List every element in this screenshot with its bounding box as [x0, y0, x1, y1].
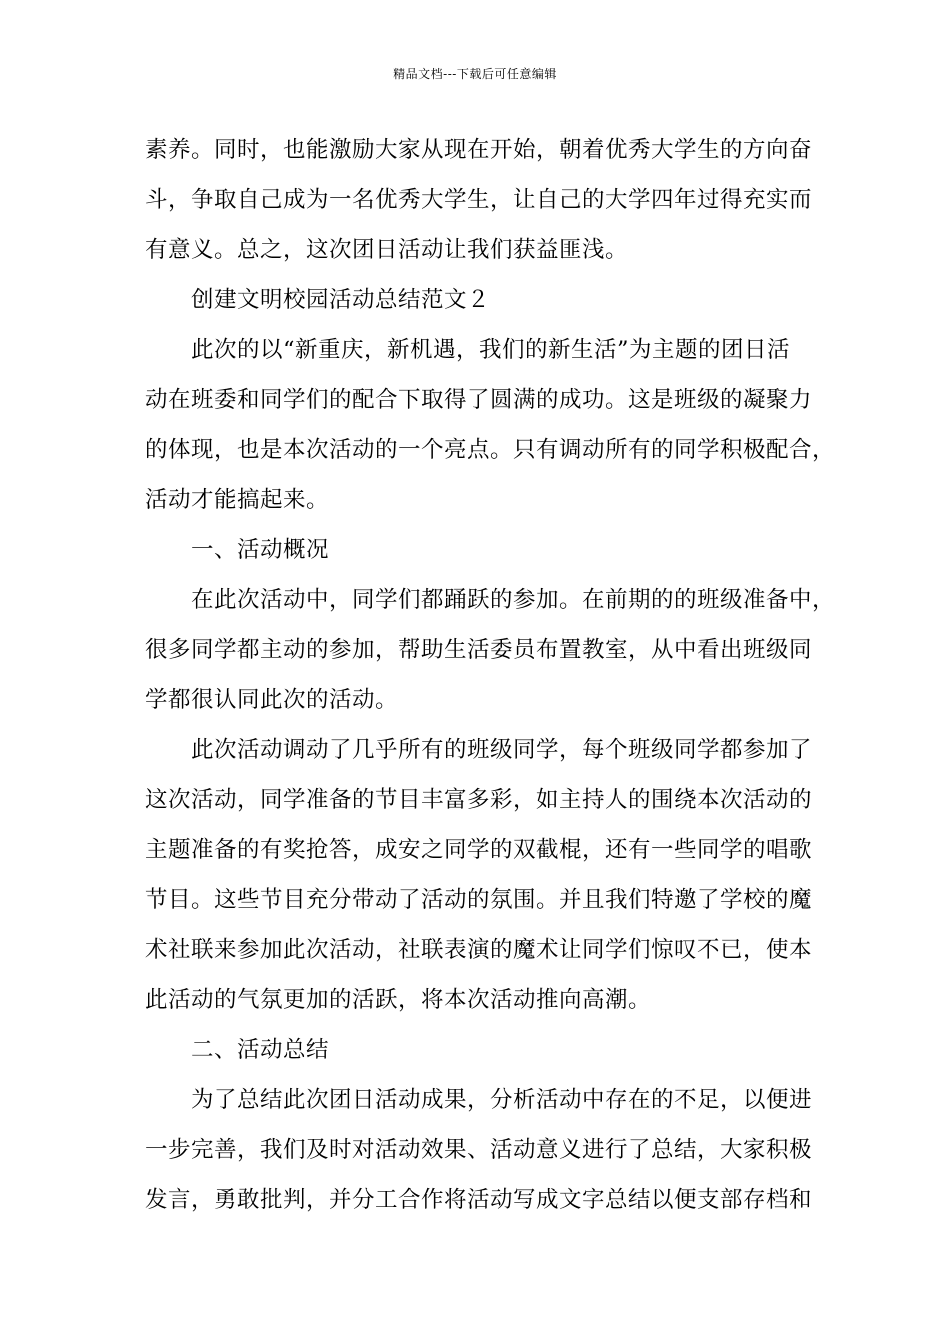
paragraph-line: 动在班委和同学们的配合下取得了圆满的成功。这是班级的凝聚力	[145, 387, 813, 413]
paragraph-line: 此活动的气氛更加的活跃，将本次活动推向高潮。	[145, 987, 652, 1013]
paragraph-line: 此次活动调动了几乎所有的班级同学，每个班级同学都参加了	[191, 737, 813, 763]
paragraph-line: 在此次活动中，同学们都踊跃的参加。在前期的的班级准备中，	[191, 587, 836, 613]
paragraph-line: 一步完善，我们及时对活动效果、活动意义进行了总结，大家积极	[145, 1137, 813, 1163]
page-header: 精品文档---下载后可任意编辑	[393, 67, 557, 81]
paragraph-line: 这次活动，同学准备的节目丰富多彩，如主持人的围绕本次活动的	[145, 787, 813, 813]
paragraph-line: 此次的以“新重庆，新机遇，我们的新生活”为主题的团日活	[191, 337, 791, 363]
paragraph-line: 有意义。总之，这次团日活动让我们获益匪浅。	[145, 237, 629, 263]
paragraph-line: 的体现，也是本次活动的一个亮点。只有调动所有的同学积极配合，	[145, 437, 836, 463]
paragraph-line: 术社联来参加此次活动，社联表演的魔术让同学们惊叹不已，使本	[145, 937, 813, 963]
section-heading: 一、活动概况	[191, 537, 330, 563]
paragraph-line: 学都很认同此次的活动。	[145, 687, 399, 713]
paragraph-line: 主题准备的有奖抢答，成安之同学的双截棍，还有一些同学的唱歌	[145, 837, 813, 863]
paragraph-line: 为了总结此次团日活动成果，分析活动中存在的不足，以便进	[191, 1087, 813, 1113]
section-heading: 二、活动总结	[191, 1037, 330, 1063]
paragraph-line: 斗，争取自己成为一名优秀大学生，让自己的大学四年过得充实而	[145, 187, 813, 213]
paragraph-line: 节目。这些节目充分带动了活动的氛围。并且我们特邀了学校的魔	[145, 887, 813, 913]
paragraph-line: 很多同学都主动的参加，帮助生活委员布置教室，从中看出班级同	[145, 637, 813, 663]
paragraph-line: 素养。同时，也能激励大家从现在开始，朝着优秀大学生的方向奋	[145, 137, 813, 163]
document-body	[145, 125, 836, 1225]
paragraph-line: 发言，勇敢批判，并分工合作将活动写成文字总结以便支部存档和	[145, 1187, 813, 1213]
section-title: 创建文明校园活动总结范文２	[191, 287, 491, 313]
paragraph-line: 活动才能搞起来。	[145, 487, 330, 513]
